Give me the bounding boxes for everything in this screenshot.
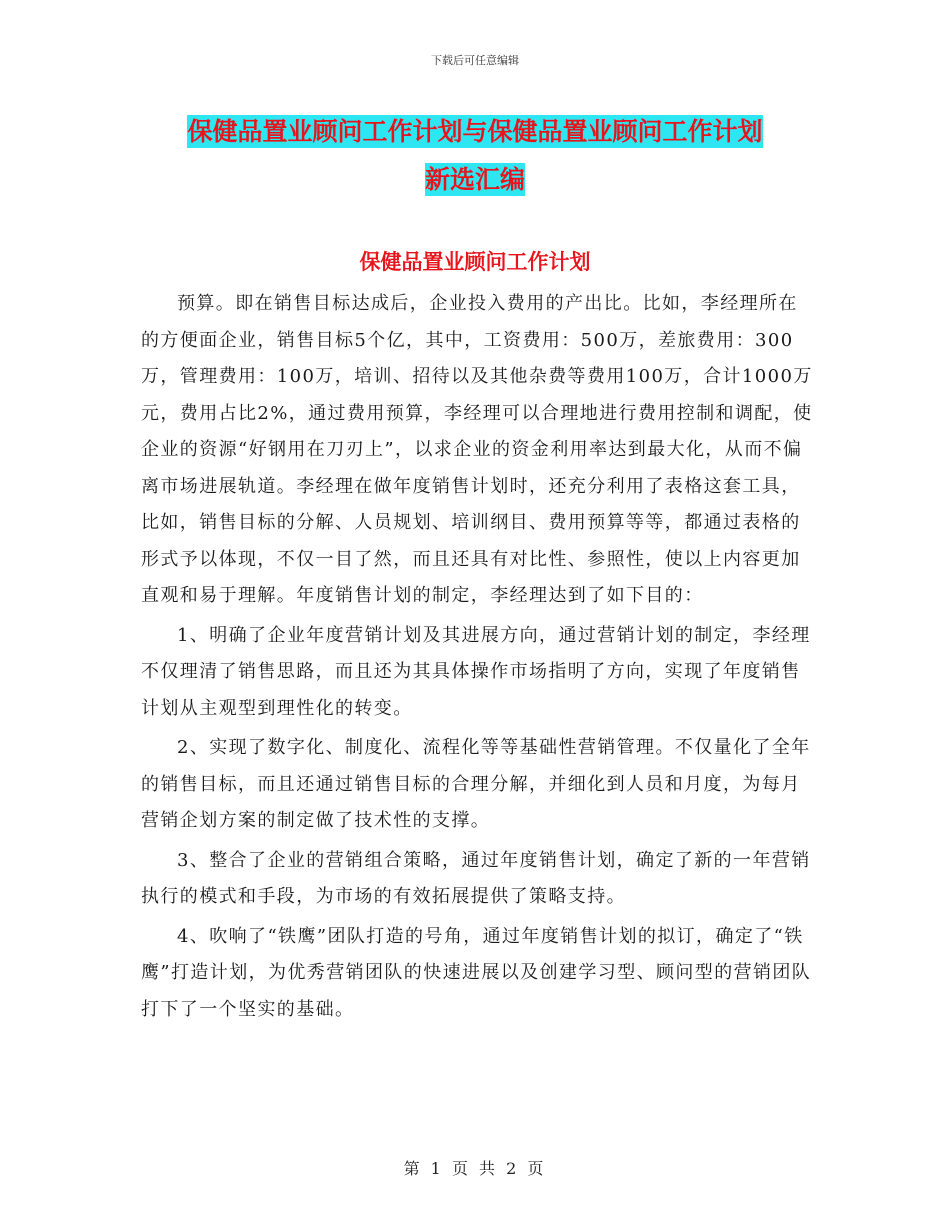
- paragraph-point-2: 2、实现了数字化、制度化、流程化等等基础性营销管理。不仅量化了全年的销售目标，而且还通过销售目标的合理分解，并细化到人员和月度，为每月营销企划方案的制定做了技术性的支撑。: [141, 737, 811, 831]
- document-title: [100, 108, 850, 204]
- header-note: 下载后可任意编辑: [431, 54, 519, 67]
- title-line-1: 保健品置业顾问工作计划与保健品置业顾问工作计划: [187, 117, 763, 146]
- section-title: 保健品置业顾问工作计划: [359, 250, 591, 274]
- paragraph-point-1: 1、明确了企业年度营销计划及其进展方向，通过营销计划的制定，李经理不仅理清了销售思路，而且还为其具体操作市场指明了方向，实现了年度销售计划从主观型到理性化的转变。: [141, 624, 811, 719]
- body-text: [141, 286, 813, 1028]
- paragraph-intro: 预算。即在销售目标达成后，企业投入费用的产出比。比如，李经理所在的方便面企业，销售目标5个亿，其中，工资费用：500万，差旅费用：300万，管理费用：100万，培训、招待以及其他杂费等费用100万，合计1000万元，费用占比2%，通过费用预算，李经理可以合理地进行费用控制和调配，使企业的资源“好钢用在刀刃上”，以求企业的资金利用率达到最大化，从而不偏离市场进展轨道。李经理在做年度销售计划时，还充分利用了表格这套工具，比如，销售目标的分解、人员规划、培训纲目、费用预算等等，都通过表格的形式予以体现，不仅一目了然，而且还具有对比性、参照性，使以上内容更加直观和易于理解。年度销售计划的制定，李经理达到了如下目的：: [141, 293, 813, 606]
- paragraph-point-4: 4、吹响了“铁鹰”团队打造的号角，通过年度销售计划的拟订，确定了“铁鹰”打造计划，为优秀营销团队的快速进展以及创建学习型、顾问型的营销团队打下了一个坚实的基础。: [141, 925, 812, 1020]
- page-footer: 第 1 页 共 2 页: [403, 1159, 547, 1178]
- title-line-2: 新选汇编: [424, 165, 525, 194]
- paragraph-point-3: 3、整合了企业的营销组合策略，通过年度销售计划，确定了新的一年营销执行的模式和手段，为市场的有效拓展提供了策略支持。: [141, 849, 811, 907]
